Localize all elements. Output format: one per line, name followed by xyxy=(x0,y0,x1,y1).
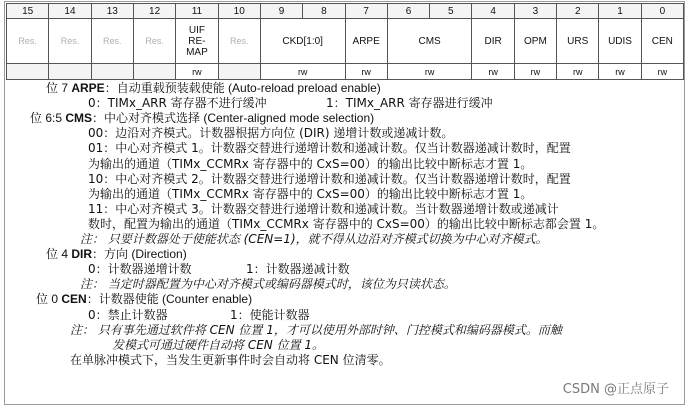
bit-number-13: 13 xyxy=(91,4,133,19)
access-reserved xyxy=(7,64,49,80)
bit-position: 位 7 xyxy=(46,81,72,95)
description-line: 1：计数器递减计数 xyxy=(246,262,350,277)
access-cen: rw xyxy=(641,64,683,80)
bit-number-1: 1 xyxy=(599,4,641,19)
bit-number-4: 4 xyxy=(472,4,514,19)
bit-number-7: 7 xyxy=(345,4,387,19)
description-line: 11：中心对齐模式 3。计数器交替进行递增计数和递减计数。当计数器递增计数或递减计 xyxy=(88,201,559,216)
bit-number-9: 9 xyxy=(260,4,302,19)
reserved-field: Res. xyxy=(218,19,260,64)
access-dir: rw xyxy=(472,64,514,80)
bit-heading-cen xyxy=(36,292,252,306)
register-map-table xyxy=(6,3,684,80)
field-urs: URS xyxy=(557,19,599,64)
note-line: 注： 只有事先通过软件将 CEN 位置 1，才可以使用外部时钟、门控模式和编码器模式。而触 xyxy=(70,322,562,337)
field-opm: OPM xyxy=(514,19,556,64)
field-arpe: ARPE xyxy=(345,19,387,64)
bit-heading-cms xyxy=(30,111,374,125)
access-uif-re-map: rw xyxy=(176,64,218,80)
bit-number-15: 15 xyxy=(7,4,49,19)
description-line: 0：TIMx_ARR 寄存器不进行缓冲 xyxy=(88,96,267,111)
bit-number-6: 6 xyxy=(387,4,429,19)
access-ckd-1-0-: rw xyxy=(260,64,345,80)
field-title: ：计数器使能 (Counter enable) xyxy=(86,292,253,307)
description-line: 00：边沿对齐模式。计数器根据方向位 (DIR) 递增计数或递减计数。 xyxy=(88,126,454,141)
bit-number-10: 10 xyxy=(218,4,260,19)
access-urs: rw xyxy=(557,64,599,80)
bit-position: 位 0 xyxy=(36,292,62,307)
bit-number-14: 14 xyxy=(49,4,91,19)
field-cms: CMS xyxy=(387,19,472,64)
reserved-field: Res. xyxy=(133,19,175,64)
access-reserved xyxy=(49,64,91,80)
field-title: ：自动重载预装载使能 (Auto-reload preload enable) xyxy=(104,81,381,95)
description-line: 10：中心对齐模式 2。计数器交替进行递增计数和递减计数。仅当计数器递增计数时，配置 xyxy=(88,171,571,186)
reserved-field: Res. xyxy=(49,19,91,64)
description-line: 数时，配置为输出的通道（TIMx_CCMRx 寄存器中的 CxS=00）的输出比较中断标志都会置 1。 xyxy=(88,216,605,231)
description-line: 0：计数器递增计数 xyxy=(88,262,192,277)
field-dir: DIR xyxy=(472,19,514,64)
bit-position: 位 4 xyxy=(46,247,72,262)
bit-number-row xyxy=(7,4,684,19)
field-name: CEN xyxy=(61,292,87,307)
field-ckd-1-0-: CKD[1:0] xyxy=(260,19,345,64)
bit-number-8: 8 xyxy=(303,4,345,19)
bit-position: 位 6:5 xyxy=(30,111,66,126)
description-line: 在单脉冲模式下，当发生更新事件时会自动将 CEN 位清零。 xyxy=(70,352,391,367)
description-line: 为输出的通道（TIMx_CCMRx 寄存器中的 CxS=00）的输出比较中断标志才置 1。 xyxy=(88,186,533,201)
bit-heading-arpe xyxy=(46,81,381,95)
bit-heading-dir xyxy=(46,247,187,261)
field-uif-re-map: UIF RE- MAP xyxy=(176,19,218,64)
watermark: CSDN @正点原子 xyxy=(562,382,669,397)
field-name: DIR xyxy=(71,247,93,262)
reserved-field: Res. xyxy=(7,19,49,64)
access-reserved xyxy=(218,64,260,80)
access-row xyxy=(7,64,684,80)
bit-number-0: 0 xyxy=(641,4,683,19)
access-reserved xyxy=(91,64,133,80)
description-line: 0：禁止计数器 xyxy=(88,307,168,322)
description-line: 为输出的通道（TIMx_CCMRx 寄存器中的 CxS=00）的输出比较中断标志才置 1。 xyxy=(88,156,533,171)
description-line: 01：中心对齐模式 1。计数器交替进行递增计数和递减计数。仅当计数器递减计数时，配置 xyxy=(88,141,571,156)
access-arpe: rw xyxy=(345,64,387,80)
field-name: ARPE xyxy=(71,81,105,95)
field-name-row xyxy=(7,19,684,64)
access-cms: rw xyxy=(387,64,472,80)
note-line: 注： 只要计数器处于使能状态 (CEN=1)，就不得从边沿对齐模式切换为中心对齐模式。 xyxy=(80,232,548,246)
note-line: 发模式可通过硬件自动将 CEN 位置 1。 xyxy=(112,337,325,352)
access-reserved xyxy=(133,64,175,80)
note-line: 注： 当定时器配置为中心对齐模式或编码器模式时，该位为只读状态。 xyxy=(80,277,456,292)
reserved-field: Res. xyxy=(91,19,133,64)
description-line: 1：使能计数器 xyxy=(230,307,310,322)
field-cen: CEN xyxy=(641,19,683,64)
access-udis: rw xyxy=(599,64,641,80)
field-udis: UDIS xyxy=(599,19,641,64)
field-title: ：中心对齐模式选择 (Center-aligned mode selection) xyxy=(92,111,375,126)
access-opm: rw xyxy=(514,64,556,80)
bit-number-11: 11 xyxy=(176,4,218,19)
bit-number-5: 5 xyxy=(430,4,472,19)
field-title: ：方向 (Direction) xyxy=(92,247,187,262)
bit-number-12: 12 xyxy=(133,4,175,19)
field-name: CMS xyxy=(65,111,93,126)
bit-number-2: 2 xyxy=(557,4,599,19)
description-line: 1：TIMx_ARR 寄存器进行缓冲 xyxy=(326,96,493,111)
bit-number-3: 3 xyxy=(514,4,556,19)
